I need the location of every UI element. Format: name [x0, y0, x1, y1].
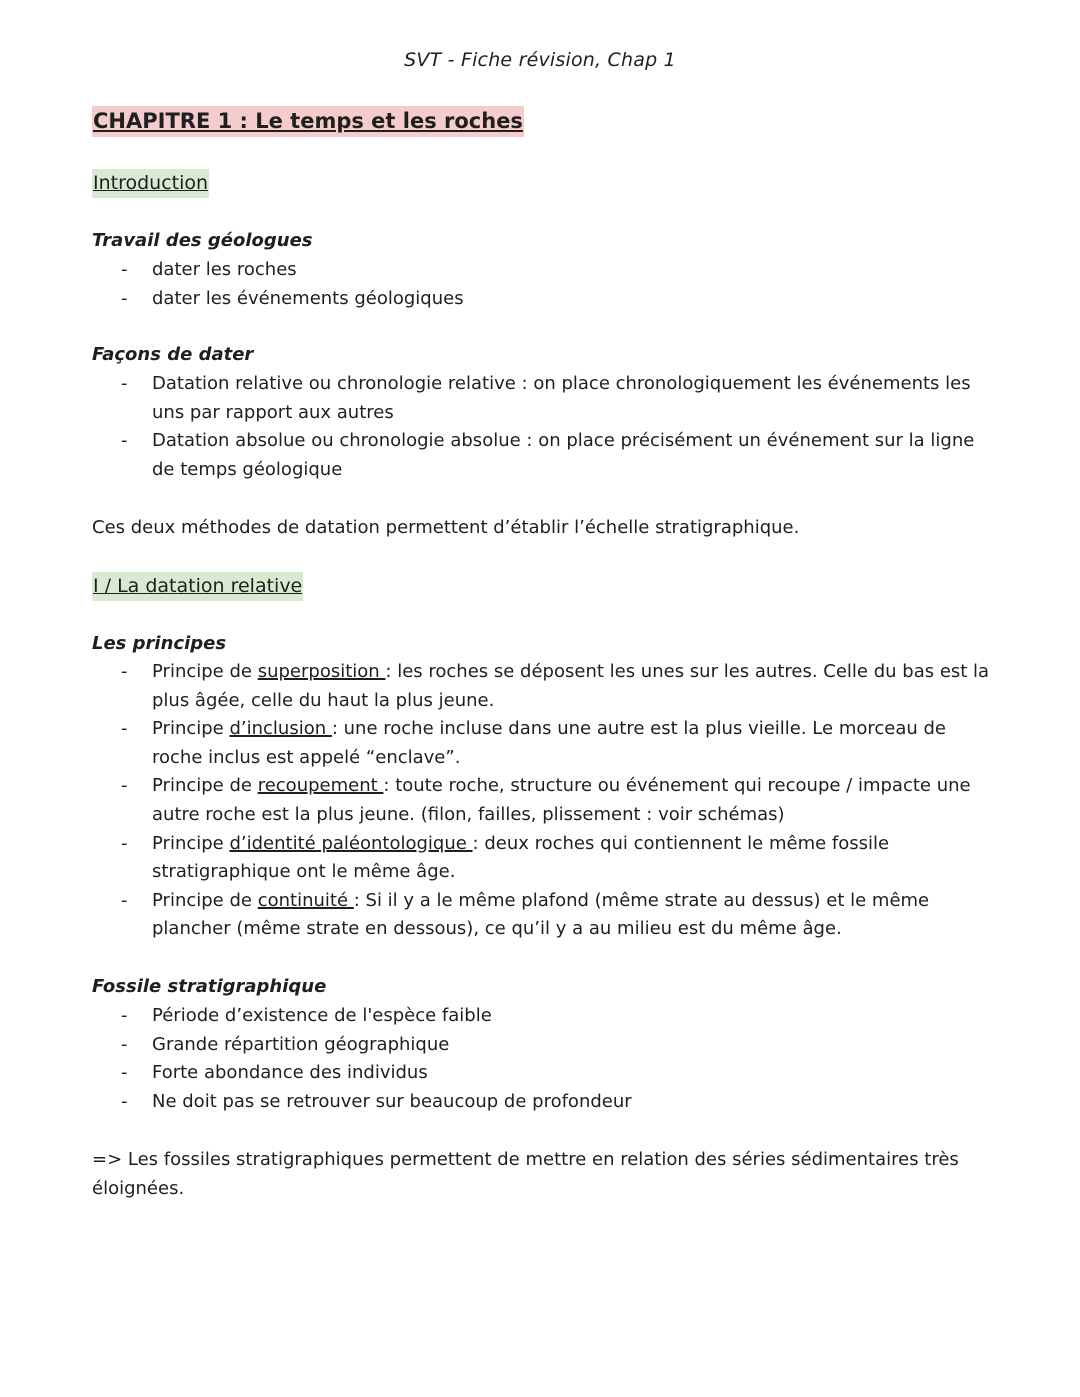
list-item: - Grande répartition géographique [121, 1033, 450, 1055]
chapter-title: CHAPITRE 1 : Le temps et les roches [92, 106, 524, 137]
list-item: - Datation absolue ou chronologie absolue : on place précisément un événement sur la ligne de temps géologique [121, 430, 975, 480]
subheading-principes: Les principes [92, 633, 227, 654]
subheading-travail: Travail des géologues [92, 230, 313, 251]
term-identite-paleontologique: d’identité paléontologique [229, 832, 473, 854]
list-facons [92, 370, 992, 484]
subheading-fossile: Fossile stratigraphique [92, 976, 327, 997]
list-item: - Période d’existence de l'espèce faible [121, 1005, 492, 1026]
list-travail [92, 256, 992, 313]
term-recoupement: recoupement [257, 775, 384, 797]
list-item: - dater les roches [121, 259, 297, 280]
section1-conclusion: => Les fossiles stratigraphiques permettent de mettre en relation des séries sédimentaires très éloignées. [92, 1149, 959, 1199]
term-continuite: continuité [257, 889, 354, 911]
list-fossile [92, 1002, 992, 1116]
list-item: - Principe de recoupement : toute roche, structure ou événement qui recoupe / impacte une autre roche est la plus jeune. (filon, failles, plissement : voir schémas) [121, 775, 971, 825]
list-item: - Principe d’identité paléontologique : deux roches qui contiennent le même fossile stratigraphique ont le même âge. [121, 832, 890, 883]
list-item: - Forte abondance des individus [121, 1062, 428, 1084]
subheading-facons: Façons de dater [92, 344, 254, 365]
list-principes [92, 658, 992, 944]
section-heading-datation-relative: I / La datation relative [92, 572, 303, 601]
section-heading-introduction: Introduction [92, 169, 209, 198]
list-item: - Principe de continuité : Si il y a le même plafond (même strate au dessus) et le même plancher (même strate en dessous), ce qu’il y a au milieu est du même âge. [121, 889, 930, 940]
list-item: - Principe d’inclusion : une roche incluse dans une autre est la plus vieille. Le morceau de roche inclus est appelé “enclave”. [121, 718, 946, 768]
list-item: - Ne doit pas se retrouver sur beaucoup de profondeur [121, 1090, 632, 1112]
list-item: - Datation relative ou chronologie relative : on place chronologiquement les événements les uns par rapport aux autres [121, 373, 971, 423]
term-superposition: superposition [257, 661, 386, 682]
list-item: - Principe de superposition : les roches se déposent les unes sur les autres. Celle du bas est la plus âgée, celle du haut la plus jeune. [121, 661, 990, 711]
intro-conclusion: Ces deux méthodes de datation permettent d’établir l’échelle stratigraphique. [92, 517, 800, 538]
list-item: - dater les événements géologiques [121, 287, 464, 309]
page-header: SVT - Fiche révision, Chap 1 [404, 49, 676, 71]
term-inclusion: d’inclusion [229, 718, 332, 740]
